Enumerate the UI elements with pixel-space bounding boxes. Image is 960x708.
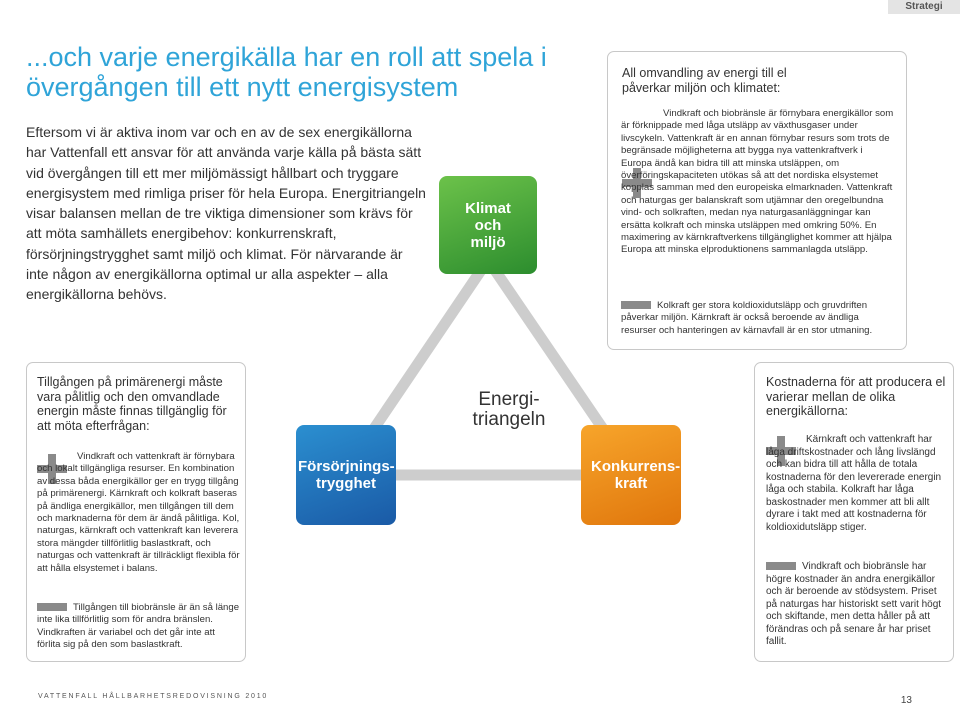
minus-icon <box>766 562 796 570</box>
supply-box <box>26 362 246 662</box>
minus-icon <box>621 301 651 309</box>
footer-title: VATTENFALL HÅLLBARHETSREDOVISNING 2010 <box>38 693 269 700</box>
supply-box-title: Tillgången på primärenergi måste vara pålitlig och den omvandlade energin måste finnas tillgänglig för att möta efterfrågan: <box>37 375 227 433</box>
cost-minus-block <box>766 561 949 649</box>
cost-box <box>754 362 954 662</box>
cost-plus-text: Kärnkraft och vattenkraft har låga driftskostnader och lång livslängd och kan bidra till att hålla de totala kostnaderna för den levererade energin låga och stabila. Kolkraft har låga baskostnader men kommer att bli allt dyrare i takt med att kostnaderna för koldioxidutsläpp stiger. <box>766 434 942 533</box>
tile-climate: Klimat och miljö <box>439 176 537 274</box>
supply-minus-block <box>37 602 240 652</box>
cost-box-title: Kostnaderna för att producera el varierar mellan de olika energikällorna: <box>766 375 946 418</box>
cost-minus-text: Vindkraft och biobränsle har högre kostnader än andra energikällor och är beroende av stödsystem. Priset på naturgas har historiskt sett varit högt och skiftande, men detta håller på att förändras och på senare år har priset fallit. <box>766 561 942 647</box>
tile-supply-security: Försörjnings-trygghet <box>296 425 396 525</box>
intro-paragraph: Eftersom vi är aktiva inom var och en av de sex energikällorna har Vattenfall ett ansvar för att använda varje källa på bästa sätt vid övergången till ett mer miljömässigt hållbart och tryggare energisystem med rimliga priser för hela Europa. Energitriangeln visar balansen mellan de tre viktiga dimensioner som krävs för att möta samhällets energibehov: konkurrenskraft, försörjningstrygghet samt miljö och klimat. För närvarande är inte någon av energikällorna optimal ur alla aspekter – alla energikällorna behövs. <box>26 124 426 303</box>
page-number: 13 <box>900 695 912 706</box>
supply-minus-text: Tillgången till biobränsle är än så länge inte lika tillförlitlig som för andra bränslen. Vindkraften är variabel och det går inte att förlita sig på den som baslastkraft. <box>37 602 240 651</box>
climate-box-title: All omvandling av energi till el påverkar miljön och klimatet: <box>622 66 787 95</box>
supply-plus-text: Vindkraft och vattenkraft är förnybara och lokalt tillgängliga resurser. En kombination av dessa båda energikällor ger en trygg tillgång på primärenergi. Kärnkraft och kolkraft baseras på ändliga energikällor, men tillgången till dem och marknaderna för dem är ändå pålitliga. Kol, naturgas, kärnkraft och vattenkraft kan leverera stora mängder tillförlitlig baslastkraft, och naturgas och vattenkraft är tillräckligt flexibla för att hålla elsystemet i balans. <box>37 451 240 574</box>
climate-minus-block <box>621 300 895 337</box>
minus-icon <box>37 603 67 611</box>
triangle-center-label: Energi-triangeln <box>472 389 546 430</box>
climate-box <box>607 51 907 350</box>
section-tag: Strategi <box>888 0 960 14</box>
tile-competitiveness: Konkurrens-kraft <box>581 425 681 525</box>
climate-plus-text: Vindkraft och biobränsle är förnybara energikällor som är förknippade med låga utsläpp av växthusgaser under livscykeln. Vattenkraft är en annan förnybar resurs som trots de begränsade möjligheterna att bygga nya vattenkraftverk i Europa ändå kan bidra till att minska utsläppen, om överföringskapaciteten utökas så att det nordiska elsystemet kopplas samman med den europeiska elmarknaden. Vattenkraft och naturgas ger balanskraft som utjämnar den oregelbundna vind- och solkraften, medan nya naturgasanläggningar kan ersätta kolkraft och minska utsläppen med omkring 50%. En maximering av kärnkraftverkens tillgänglighet kommer att hjälpa Europa att minska elproduktionens sammanlagda utsläpp. <box>621 108 894 256</box>
climate-minus-text: Kolkraft ger stora koldioxidutsläpp och gruvdriften påverkar miljön. Kärnkraft är också beroende av ändliga resurser och hanteringen av kärnavfall är en stor utmaning. <box>621 300 873 336</box>
page-title: ...och varje energikälla har en roll att spela i övergången till ett nytt energisystem <box>26 42 547 102</box>
